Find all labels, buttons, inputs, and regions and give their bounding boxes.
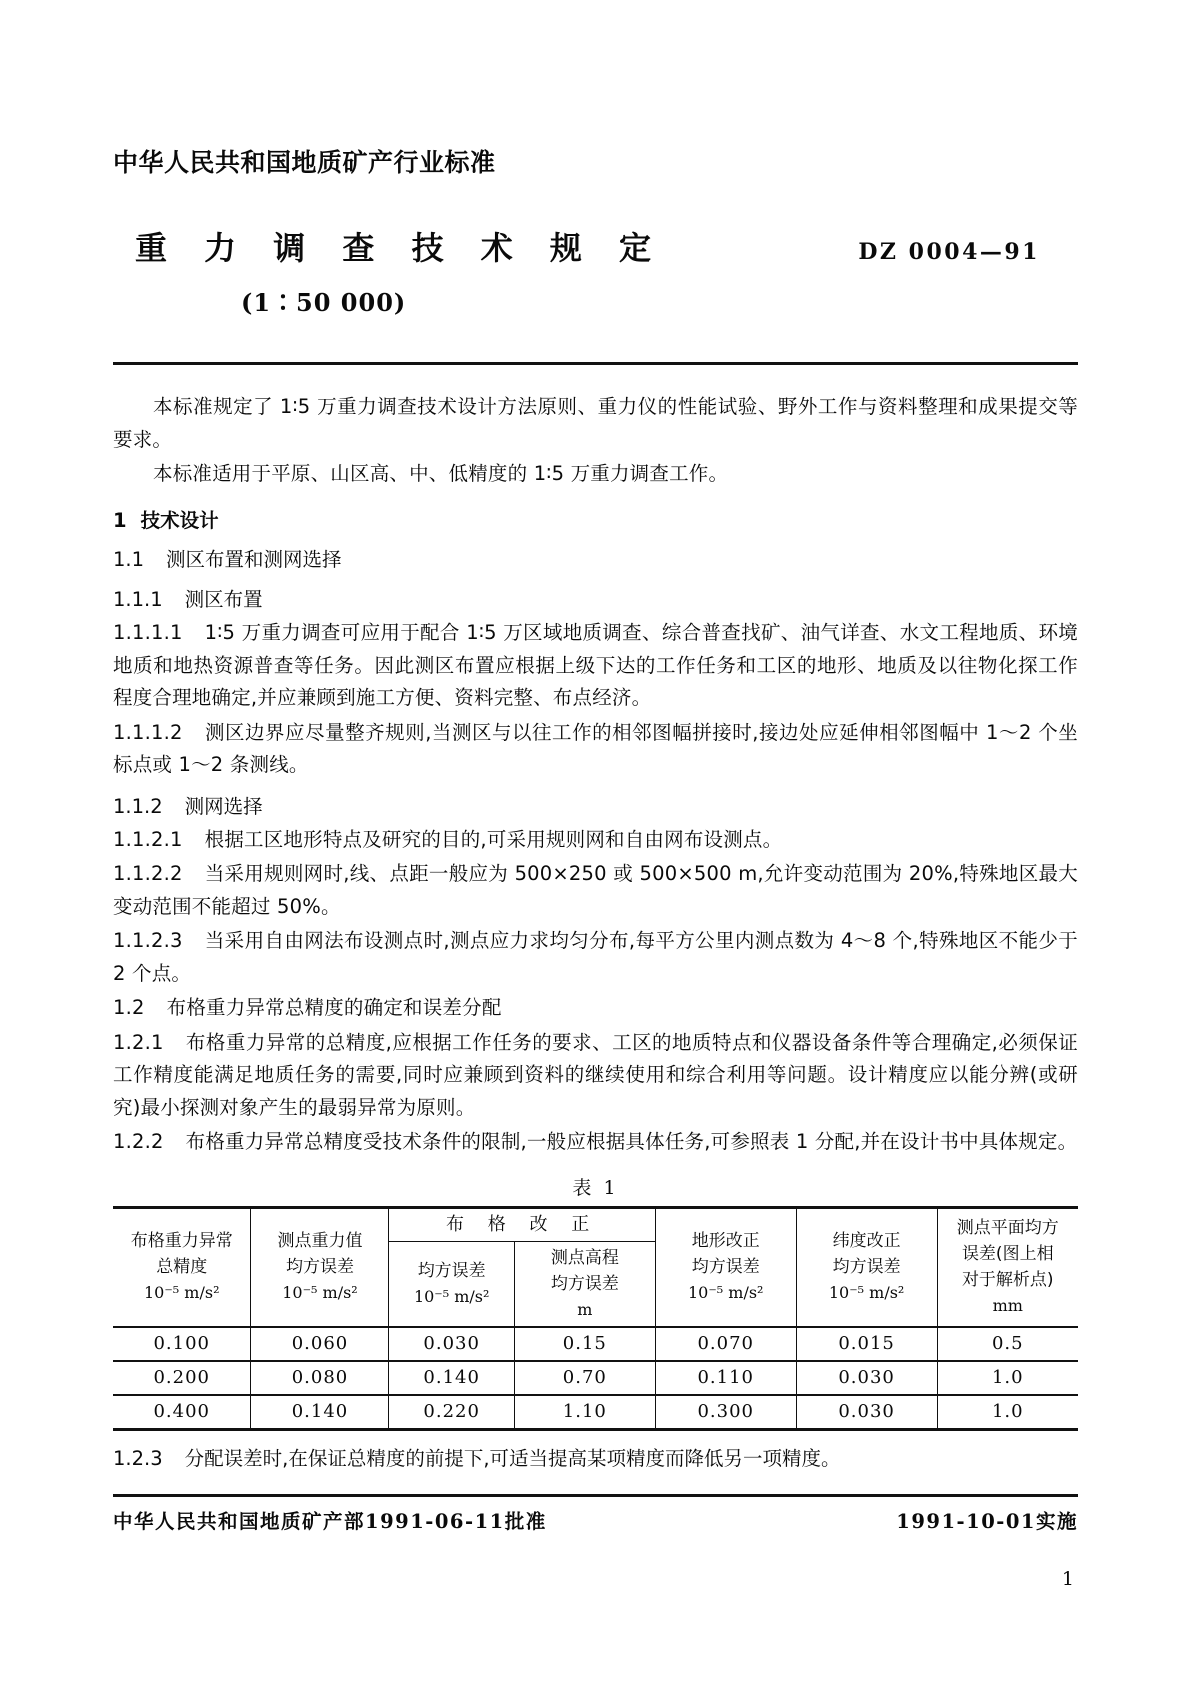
cell-terrain-rmse: 0.070 xyxy=(655,1327,796,1361)
col-header-bouguer-rmse: 均方误差 10⁻⁵ m/s² xyxy=(389,1241,514,1327)
section-number-1-1-1: 1.1.1 xyxy=(113,588,163,611)
table-header-row-group xyxy=(113,1207,1078,1241)
approval-statement: 中华人民共和国地质矿产部1991-06-11批准 xyxy=(113,1510,547,1533)
cell-terrain-rmse: 0.300 xyxy=(655,1395,796,1430)
approval-footer xyxy=(113,1506,1078,1534)
cell-elevation-rmse: 1.10 xyxy=(514,1395,655,1430)
cell-elevation-rmse: 0.70 xyxy=(514,1361,655,1395)
clause-1-2-1 xyxy=(113,1027,1078,1125)
clause-text-1-2-2: 布格重力异常总精度受技术条件的限制,一般应根据具体任务,可参照表 1 分配,并在设计书中具体规定。 xyxy=(185,1130,1078,1153)
section-heading-1-2 xyxy=(113,992,1078,1025)
document-body xyxy=(113,391,1078,1590)
cell-terrain-rmse: 0.110 xyxy=(655,1361,796,1395)
clause-1-2-3 xyxy=(113,1443,1078,1475)
table-caption: 表 1 xyxy=(572,1176,619,1199)
clause-text-1-2-1: 布格重力异常的总精度,应根据工作任务的要求、工区的地质特点和仪器设备条件等合理确定,必须保证工作精度能满足地质任务的需要,同时应兼顾到资料的继续使用和综合利用等问题。设计精度应以能分辨(或研究)最小探测对象产生的最弱异常为原则。 xyxy=(113,1030,1078,1119)
section-heading-1-1 xyxy=(113,537,1078,577)
col-header-bouguer-correction-group: 布 格 改 正 xyxy=(389,1207,655,1241)
section-heading-1 xyxy=(113,493,1078,538)
cell-station-gravity-rmse: 0.140 xyxy=(251,1395,389,1430)
cell-elevation-rmse: 0.15 xyxy=(514,1327,655,1361)
section-number-1-2: 1.2 xyxy=(113,996,145,1019)
clause-number-1-2-3: 1.2.3 xyxy=(113,1446,163,1470)
clause-text-1-1-1-1: 1∶5 万重力调查可应用于配合 1∶5 万区域地质调查、综合普查找矿、油气详查、水文工程地质、环境地质和地热资源普查等任务。因此测区布置应根据上级下达的工作任务和工区的地形、地质及以往物化探工作程度合理地确定,并应兼顾到施工方便、资料完整、布点经济。 xyxy=(113,621,1078,709)
table-row xyxy=(113,1327,1078,1361)
cell-latitude-rmse: 0.015 xyxy=(796,1327,937,1361)
section-heading-1-1-2 xyxy=(113,784,1078,824)
cell-total-accuracy: 0.400 xyxy=(113,1395,251,1430)
page-title: 重 力 调 查 技 术 规 定 xyxy=(135,229,664,267)
table-row xyxy=(113,1395,1078,1430)
cell-bouguer-rmse: 0.030 xyxy=(389,1327,514,1361)
clause-1-1-2-2 xyxy=(113,858,1078,923)
clause-text-1-1-1-2: 测区边界应尽量整齐规则,当测区与以往工作的相邻图幅拼接时,接边处应延伸相邻图幅中 1～2 个坐标点或 1～2 条测线。 xyxy=(113,720,1078,776)
issuing-authority-line: 中华人民共和国地质矿产行业标准 xyxy=(113,148,496,177)
table-body xyxy=(113,1327,1078,1430)
cell-total-accuracy: 0.200 xyxy=(113,1361,251,1395)
cell-plane-rmse: 0.5 xyxy=(937,1327,1078,1361)
section-title-1-2: 布格重力异常总精度的确定和误差分配 xyxy=(166,996,502,1019)
table-row xyxy=(113,1361,1078,1395)
clause-1-1-2-1 xyxy=(113,824,1078,857)
clause-text-1-1-2-3: 当采用自由网法布设测点时,测点应力求均匀分布,每平方公里内测点数为 4～8 个,特殊地区不能少于 2 个点。 xyxy=(113,929,1078,985)
clause-1-1-1-1 xyxy=(113,617,1078,715)
cell-total-accuracy: 0.100 xyxy=(113,1327,251,1361)
error-allocation-table xyxy=(113,1206,1078,1431)
cell-station-gravity-rmse: 0.080 xyxy=(251,1361,389,1395)
page-number: 1 xyxy=(1061,1568,1074,1590)
scope-paragraph-2: 本标准适用于平原、山区高、中、低精度的 1∶5 万重力调查工作。 xyxy=(153,462,729,485)
clause-1-1-2-3 xyxy=(113,925,1078,990)
cell-latitude-rmse: 0.030 xyxy=(796,1395,937,1430)
section-title-1: 技术设计 xyxy=(140,508,219,532)
section-number-1-1-2: 1.1.2 xyxy=(113,794,163,818)
col-header-latitude-correction-rmse: 纬度改正 均方误差 10⁻⁵ m/s² xyxy=(796,1207,937,1327)
section-number-1: 1 xyxy=(113,508,127,532)
scope-paragraph-1: 本标准规定了 1∶5 万重力调查技术设计方法原则、重力仪的性能试验、野外工作与资料整理和成果提交等要求。 xyxy=(113,395,1078,451)
cell-latitude-rmse: 0.030 xyxy=(796,1361,937,1395)
section-title-1-1-1: 测区布置 xyxy=(184,588,263,611)
clause-number-1-1-2-3: 1.1.2.3 xyxy=(113,929,183,952)
clause-text-1-1-2-2: 当采用规则网时,线、点距一般应为 500×250 或 500×500 m,允许变动范围为 20%,特殊地区最大变动范围不能超过 50%。 xyxy=(113,862,1078,918)
section-number-1-1: 1.1 xyxy=(113,548,145,571)
clause-number-1-1-1-1: 1.1.1.1 xyxy=(113,621,183,644)
implementation-date: 1991-10-01实施 xyxy=(896,1510,1078,1533)
section-title-1-1: 测区布置和测网选择 xyxy=(166,548,342,571)
standard-code: DZ 0004—91 xyxy=(858,239,1040,265)
footer-divider xyxy=(113,1494,1078,1497)
clause-text-1-2-3: 分配误差时,在保证总精度的前提下,可适当提高某项精度而降低另一项精度。 xyxy=(184,1446,841,1470)
col-header-station-gravity-rmse: 测点重力值 均方误差 10⁻⁵ m/s² xyxy=(251,1207,389,1327)
col-header-total-accuracy: 布格重力异常 总精度 10⁻⁵ m/s² xyxy=(113,1207,251,1327)
map-scale: (1∶50 000) xyxy=(241,288,407,317)
clause-text-1-1-2-1: 根据工区地形特点及研究的目的,可采用规则网和自由网布设测点。 xyxy=(204,827,783,851)
clause-number-1-2-1: 1.2.1 xyxy=(113,1030,164,1054)
clause-1-1-1-2 xyxy=(113,717,1078,782)
col-header-station-plane-rmse: 测点平面均方 误差(图上相 对于解析点) mm xyxy=(937,1207,1078,1327)
cell-bouguer-rmse: 0.140 xyxy=(389,1361,514,1395)
clause-number-1-2-2: 1.2.2 xyxy=(113,1130,164,1153)
header-divider xyxy=(113,362,1078,365)
title-row xyxy=(113,228,1078,268)
clause-number-1-1-1-2: 1.1.1.2 xyxy=(113,720,183,744)
col-header-terrain-correction-rmse: 地形改正 均方误差 10⁻⁵ m/s² xyxy=(655,1207,796,1327)
clause-1-2-2 xyxy=(113,1126,1078,1159)
clause-number-1-1-2-2: 1.1.2.2 xyxy=(113,862,183,885)
section-title-1-1-2: 测网选择 xyxy=(184,794,263,818)
cell-bouguer-rmse: 0.220 xyxy=(389,1395,514,1430)
section-heading-1-1-1 xyxy=(113,577,1078,617)
cell-station-gravity-rmse: 0.060 xyxy=(251,1327,389,1361)
clause-number-1-1-2-1: 1.1.2.1 xyxy=(113,827,183,851)
cell-plane-rmse: 1.0 xyxy=(937,1395,1078,1430)
col-header-station-elevation-rmse: 测点高程 均方误差 m xyxy=(514,1241,655,1327)
cell-plane-rmse: 1.0 xyxy=(937,1361,1078,1395)
